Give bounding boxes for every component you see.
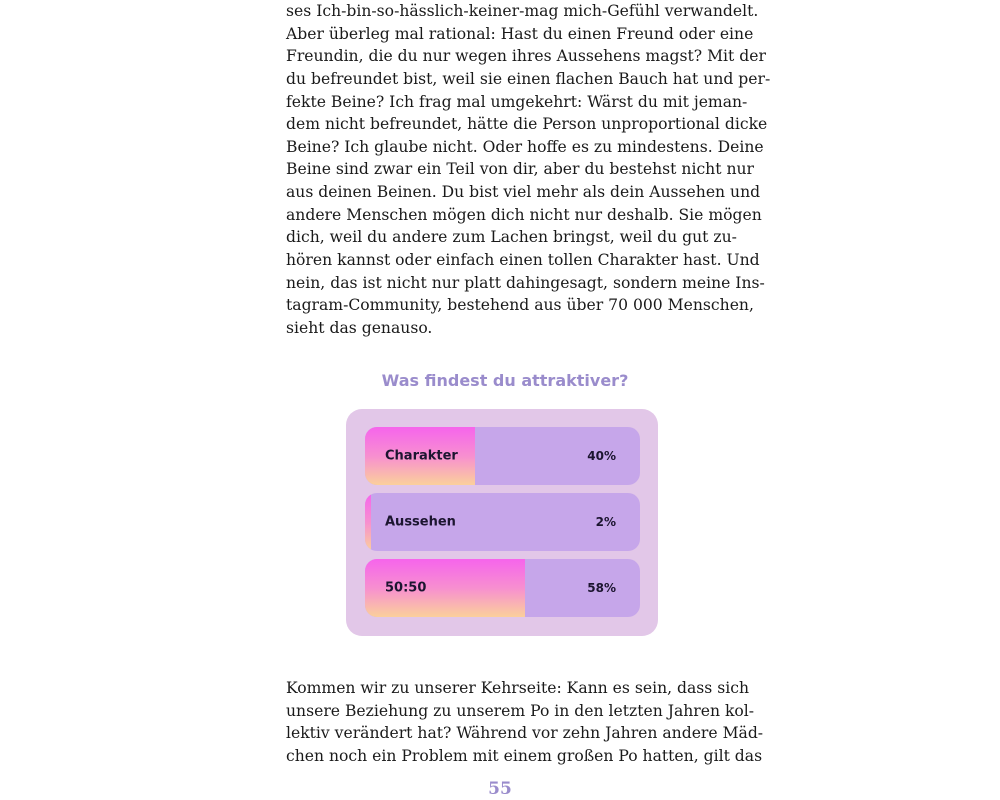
text-line: sieht das genauso. (286, 318, 433, 337)
text-line: du befreundet bist, weil sie einen flachen Bauch hat und per- (286, 69, 771, 88)
text-line: unsere Beziehung zu unserem Po in den letzten Jahren kol- (286, 701, 755, 720)
poll-fill-bar (365, 493, 371, 551)
poll-option-percent: 58% (587, 581, 616, 595)
text-line: andere Menschen mögen dich nicht nur deshalb. Sie mögen (286, 205, 762, 224)
text-line: Aber überleg mal rational: Hast du einen Freund oder eine (286, 24, 754, 43)
text-line: ses Ich-bin-so-hässlich-keiner-mag mich-Gefühl verwandelt. (286, 2, 759, 20)
poll-option-label: 50:50 (385, 580, 427, 596)
poll-card (346, 409, 658, 636)
text-line: dich, weil du andere zum Lachen bringst, weil du gut zu- (286, 228, 737, 247)
text-line: Beine sind zwar ein Teil von dir, aber du bestehst nicht nur (286, 160, 754, 179)
poll-option-label: Aussehen (385, 514, 456, 530)
poll-option-charakter (365, 427, 640, 485)
text-line: dem nicht befreundet, hätte die Person unproportional dicke (286, 115, 768, 134)
poll-option-aussehen (365, 493, 640, 551)
poll-option-percent: 40% (587, 449, 616, 463)
page-number: 55 (488, 779, 512, 799)
text-line: nein, das ist nicht nur platt dahingesagt, sondern meine Ins- (286, 273, 765, 292)
bottom-paragraph (286, 677, 764, 768)
top-paragraph (286, 0, 771, 340)
text-line: fekte Beine? Ich frag mal umgekehrt: Wärst du mit jeman- (286, 92, 748, 111)
poll-option-label: Charakter (385, 448, 458, 464)
text-line: tagram-Community, bestehend aus über 70 000 Menschen, (286, 296, 754, 315)
poll-question: Was findest du attraktiver? (381, 371, 629, 390)
text-line: lektiv verändert hat? Während vor zehn Jahren andere Mäd- (286, 724, 764, 743)
text-line: hören kannst oder einfach einen tollen Charakter hast. Und (286, 251, 760, 270)
poll-option-percent: 2% (595, 515, 616, 529)
text-line: Kommen wir zu unserer Kehrseite: Kann es sein, dass sich (286, 679, 750, 697)
text-line: chen noch ein Problem mit einem großen Po hatten, gilt das (286, 746, 763, 765)
text-line: Beine? Ich glaube nicht. Oder hoffe es zu mindestens. Deine (286, 137, 764, 156)
text-line: Freundin, die du nur wegen ihres Aussehens magst? Mit der (286, 47, 766, 66)
poll-option-50-50 (365, 559, 640, 617)
text-line: aus deinen Beinen. Du bist viel mehr als dein Aussehen und (286, 183, 761, 202)
